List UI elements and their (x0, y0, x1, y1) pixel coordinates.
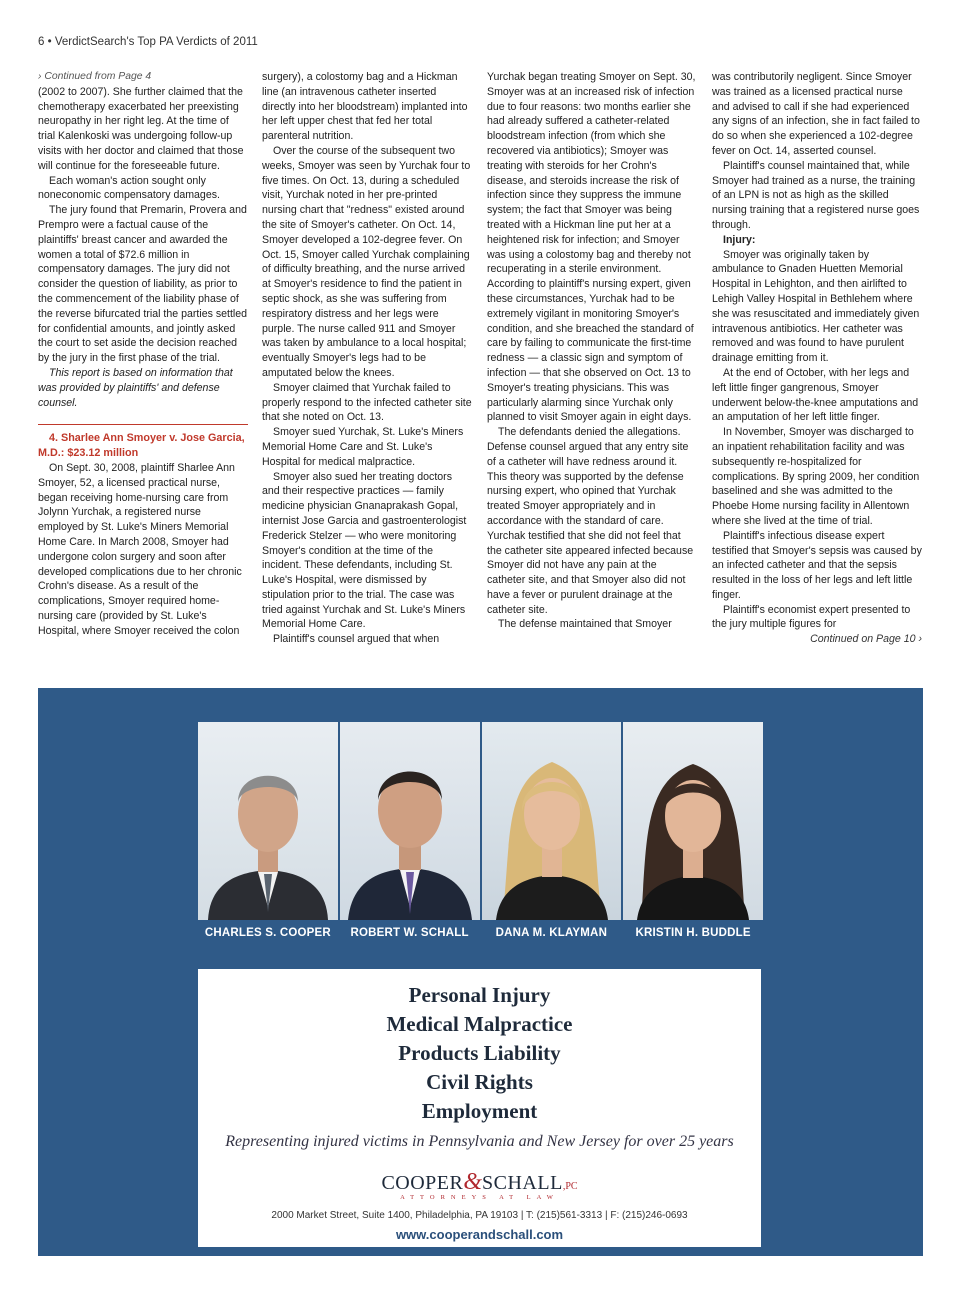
report-note: This report is based on information that was provided by plaintiffs' and defense counsel. (38, 366, 233, 409)
injury-heading: Injury: (723, 233, 756, 246)
paragraph: Plaintiff's counsel maintained that, while Smoyer had trained as a nurse, the training of an LPN is not as high as the skilled nursing training that a registered nurse goes through. (712, 159, 920, 231)
practice-areas-list (198, 981, 761, 1126)
attorney-photo (623, 722, 763, 920)
firm-tagline: Representing injured victims in Pennsylvania and New Jersey for over 25 years (225, 1133, 734, 1150)
paragraph: Plaintiff's infectious disease expert testified that Smoyer's sepsis was caused by an infected catheter and that the sepsis resulted in the loss of her legs and left little finger. (712, 529, 922, 601)
column-4 (712, 70, 922, 647)
practice-area: Civil Rights (426, 1070, 533, 1094)
running-header (38, 36, 258, 48)
header-bullet: • (47, 36, 52, 48)
attorney-photos (198, 722, 763, 920)
logo-name-left: COOPER (381, 1172, 464, 1194)
practice-area: Employment (421, 1099, 538, 1123)
paragraph: Smoyer also sued her treating doctors and their respective practices — family medicine physician Gnanaprakash Gopal, internist Jose Garcia and gastroenterologist Frederick Stelzer — who were monitoring Smoyer's condition at the time of the incident. These defendants, including St. Luke's Hospital, were dismissed by stipulation prior to the trial. The case was tried against Yurchak and St. Luke's Miners Memorial Home Care. (262, 470, 467, 631)
logo-suffix: ,PC (562, 1181, 578, 1192)
paragraph: In November, Smoyer was discharged to an inpatient rehabilitation facility and was subsequently re-hospitalized for complications. By spring 2009, her condition baselined and she was admitted to the Phoebe Home nursing facility in Allentown where she lived at the time of trial. (712, 426, 920, 527)
publication-title: VerdictSearch's Top PA Verdicts of 2011 (54, 36, 258, 48)
firm-address: 2000 Market Street, Suite 1400, Philadelphia, PA 19103 | T: (215)561-3313 | F: (215)246-0693 (271, 1210, 688, 1221)
column-1 (38, 70, 248, 638)
practice-areas-box (198, 969, 761, 1247)
paragraph: (2002 to 2007). She further claimed that the chemotherapy exacerbated her preexisting neuropathy in her right leg. At the time of trial Kalenkoski was undergoing follow-up visits with her doctor and claimed that those will continue for the foreseeable future. (38, 85, 244, 172)
paragraph: Smoyer was originally taken by ambulance to Gnaden Huetten Memorial Hospital in Lehighton, and then airlifted to Lehigh Valley Hospital in Bethlehem where she was resuscitated and immediately given intravenous antibiotics. Her catheter was removed and was found to have purulent drainage emitting from it. (712, 248, 920, 365)
paragraph: Each woman's action sought only noneconomic compensatory damages. (38, 174, 220, 202)
firm-website-link[interactable]: www.cooperandschall.com (395, 1227, 564, 1242)
paragraph: The defendants denied the allegations. Defense counsel argued that any entry site of a catheter will have redness around it. This theory was supported by the defense nursing expert, who opined that Yurchak treated Smoyer appropriately and in accordance with the standard of care. Yurchak testified that she did not feel that the catheter site appeared infected because Smoyer did not have any pain at the catheter site, and that Smoyer also did not have a fever or purulent drainage at the catheter site. (487, 426, 694, 616)
attorney-photo (198, 722, 338, 920)
attorney-names (198, 927, 763, 939)
logo-subtitle: ATTORNEYS AT LAW (400, 1194, 559, 1201)
continued-on-link[interactable]: Continued on Page 10 › (810, 633, 922, 646)
law-firm-advertisement (38, 688, 923, 1256)
logo-name-right: SCHALL (482, 1172, 563, 1194)
firm-logo (198, 1169, 761, 1201)
practice-area: Products Liability (398, 1041, 561, 1065)
paragraph: Plaintiff's counsel argued that when (273, 633, 440, 646)
attorney-name: ROBERT W. SCHALL (350, 927, 469, 939)
attorney-photo (482, 722, 622, 920)
paragraph: Smoyer sued Yurchak, St. Luke's Miners Memorial Home Care and St. Luke's Hospital for medical malpractice. (262, 426, 464, 468)
practice-area: Personal Injury (408, 983, 551, 1007)
attorney-name: DANA M. KLAYMAN (495, 927, 608, 939)
attorney-photo (340, 722, 480, 920)
practice-area: Medical Malpractice (386, 1012, 573, 1036)
paragraph: was contributorily negligent. Since Smoyer was trained as a licensed practical nurse and advised to call if she had experienced any signs of an infection, she in fact failed to do so when she experienced a 102-degree fever on Oct. 14, asserted counsel. (712, 71, 920, 157)
case-title: 4. Sharlee Ann Smoyer v. Jose Garcia, M.D.: $23.12 million (38, 432, 245, 460)
continued-from-link[interactable]: › Continued from Page 4 (38, 71, 152, 82)
paragraph: At the end of October, with her legs and left little finger gangrenous, Smoyer underwent below-the-knee amputations and an amputation of her left little finger. (712, 366, 919, 424)
page-number: 6 (38, 36, 45, 48)
paragraph: The defense maintained that Smoyer (498, 618, 672, 631)
article-columns (38, 70, 922, 670)
paragraph: Smoyer claimed that Yurchak failed to properly respond to the infected catheter site that she noted on Oct. 13. (262, 381, 472, 424)
logo-ampersand: & (463, 1169, 483, 1195)
column-3 (487, 70, 697, 632)
paragraph: Plaintiff's economist expert presented to the jury multiple figures for (712, 603, 911, 631)
paragraph: Yurchak began treating Smoyer on Sept. 30, Smoyer was at an increased risk of infection due to four reasons: two months earlier she had already suffered a catheter-related bloodstream infection (from which she recovered via antibiotics); Smoyer was treating with steroids for her Crohn's disease, and steroids increase the risk of infection since they suppress the immune system; the fact that Smoyer was being treated with a Hickman line put her at a heightened risk for infection; and Smoyer was using a colostomy bag and thereby not recuperating in a sterile environment. According to plaintiff's nursing expert, given these circumstances, Yurchak had to be extremely vigilant in monitoring Smoyer's condition, and she breached the standard of care by failing to communicate the first-time redness — a classic sign and symptom of infection — that she observed on Oct. 13 to Smoyer's treating physicians. This was particularly alarming since Yurchak only planned to visit Smoyer again in eight days. (487, 71, 696, 424)
paragraph: The jury found that Premarin, Provera and Prempro were a factual cause of the plaintiffs' breast cancer and awarded the women a total of $72.6 million in compensatory damages. The jury did not consider the question of liability, as prior to the commencement of the liability phase of the reverse bifurcated trial the parties settled for confidential amounts, and jointly asked the court to set aside the decision reached by the jury in the first phase of the trial. (38, 204, 248, 365)
section-divider (38, 424, 248, 425)
paragraph: surgery), a colostomy bag and a Hickman line (an intravenous catheter inserted directly into her bloodstream) implanted into her left upper chest that fed her total parenteral nutrition. (262, 71, 468, 143)
paragraph: On Sept. 30, 2008, plaintiff Sharlee Ann Smoyer, 52, a licensed practical nurse, began receiving home-nursing care from Jolynn Yurchak, a registered nurse employed by St. Luke's Miners Memorial Home Care. In March 2008, Smoyer had undergone colon surgery and soon after developed complications due to her chronic Crohn's disease. As a result of the complications, Smoyer required home-nursing care (provided by St. Luke's Hospital, where Smoyer received the colon (38, 461, 242, 637)
attorney-name: KRISTIN H. BUDDLE (635, 927, 751, 939)
attorney-name: CHARLES S. COOPER (204, 927, 331, 939)
paragraph: Over the course of the subsequent two weeks, Smoyer was seen by Yurchak four to five times. On Oct. 13, during a scheduled visit, Yurchak noted in her pre-printed nursing chart that "redness" existed around the site of Smoyer's catheter. On Oct. 14, Smoyer developed a 102-degree fever. On Oct. 15, Smoyer called Yurchak complaining of difficulty breathing, and the nurse arrived at Smoyer's residence to find the patient in septic shock, as she was suffering from respiratory distress and her legs were purple. The nurse called 911 and Smoyer was taken by ambulance to a local hospital; eventually Smoyer's legs had to be amputated below the knees. (262, 144, 471, 379)
column-2 (262, 70, 472, 647)
